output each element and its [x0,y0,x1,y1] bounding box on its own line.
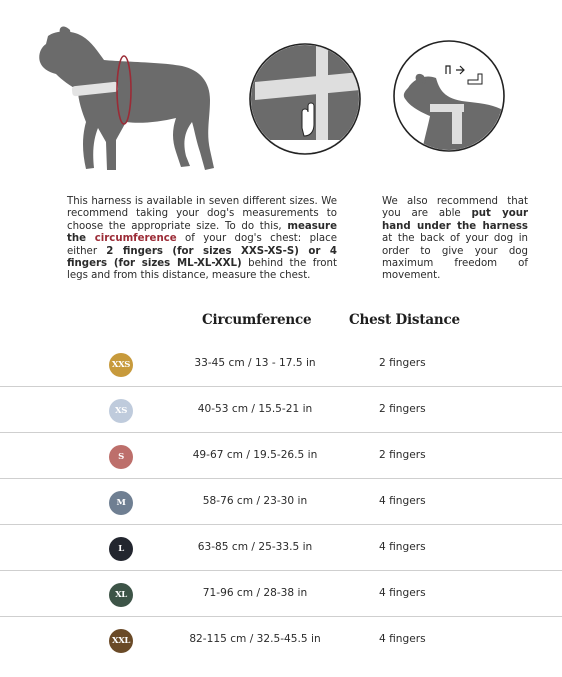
size-badge: XXS [109,353,133,377]
illustration-strip [0,0,562,190]
intro-paragraph-measure [67,196,337,283]
intro-text-f: behind the front legs and from this distance, measure the chest. [67,258,337,282]
table-row [0,571,562,617]
circumference-value: 82-115 cm / 32.5-45.5 in [189,633,321,645]
circumference-value: 58-76 cm / 23-30 in [202,495,308,507]
circumference-value: 33-45 cm / 13 - 17.5 in [194,357,316,369]
hand-text-c: at the back of your dog in order to give your dog maximum freedom of movement. [382,233,528,282]
circumference-value: 40-53 cm / 15.5-21 in [197,403,313,415]
hand-under-harness-icon [394,41,510,160]
size-badge: XS [109,399,133,423]
circumference-highlight: circumference [94,233,177,245]
intro-text-b: measure the [67,220,337,245]
chest-distance-value: 4 fingers [379,587,426,599]
chest-distance-value: 2 fingers [379,449,426,461]
hand-text-b: put your hand under the harness [382,208,528,232]
table-row [0,479,562,525]
table-row [0,617,562,663]
chest-distance-value: 4 fingers [379,633,426,645]
chest-distance-value: 2 fingers [379,357,426,369]
circumference-value: 71-96 cm / 28-38 in [202,587,308,599]
two-fingers-icon [245,40,365,170]
table-row [0,387,562,433]
header-circumference: Circumference [202,312,312,328]
table-row [0,341,562,387]
dog-measure-illustration [39,27,214,170]
intro-text-e: 2 fingers (for sizes XXS-XS-S) or 4 fingers (for sizes ML-XL-XXL) [67,245,338,270]
intro-paragraph-hand [382,196,528,283]
table-row [0,525,562,571]
intro-text-d: of your dog's chest: place either [67,233,337,257]
chest-distance-value: 4 fingers [379,541,426,553]
size-badge: XL [109,583,133,607]
circumference-value: 49-67 cm / 19.5-26.5 in [192,449,318,461]
size-badge: M [109,491,133,515]
chest-distance-value: 4 fingers [379,495,426,507]
hand-text-a: We also recommend that you are able [382,196,528,220]
size-badge: S [109,445,133,469]
table-row [0,433,562,479]
size-badge: XXL [109,629,133,653]
intro-text-a: This harness is available in seven different sizes. We recommend taking your dog's measurements to choose the appropriate size. To do this, [67,196,337,232]
circumference-value: 63-85 cm / 25-33.5 in [197,541,313,553]
size-badge: L [109,537,133,561]
chest-distance-value: 2 fingers [379,403,426,415]
header-chest-distance: Chest Distance [349,312,460,328]
